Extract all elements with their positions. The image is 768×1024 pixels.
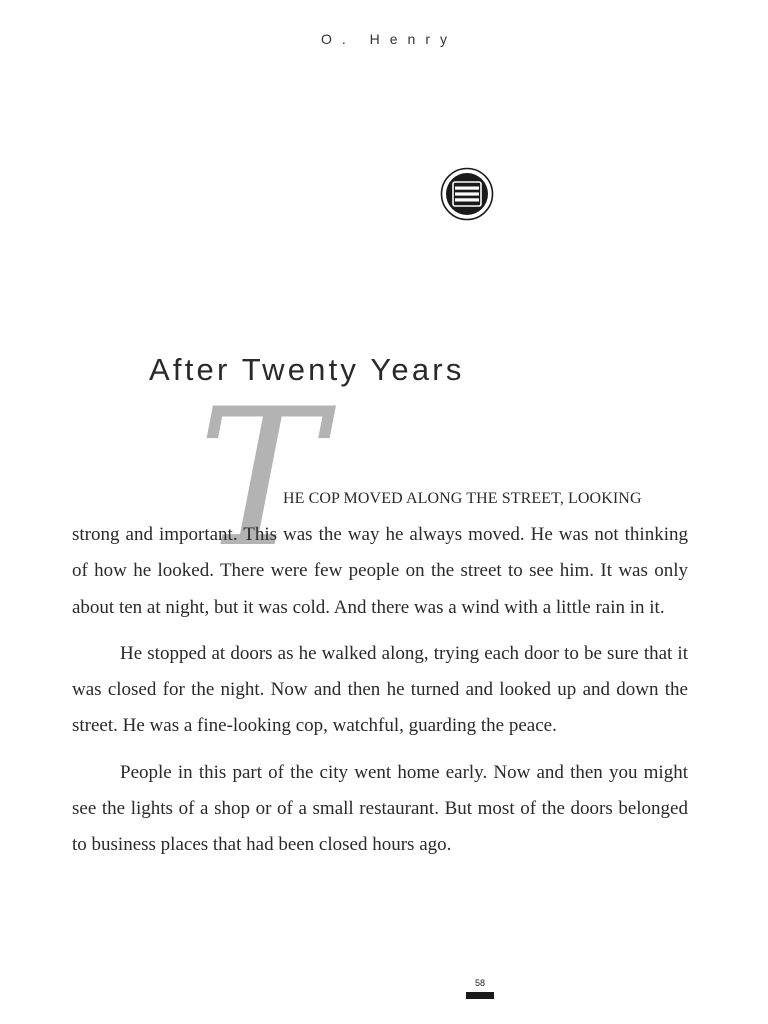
opening-small-caps-line: HE COP MOVED ALONG THE STREET, LOOKING — [283, 490, 642, 507]
paragraph-3: People in this part of the city went home early. Now and then you might see the lights of a shop or of a small restaurant. But most of the doors belonged to business places that had been closed hours ago. — [72, 761, 688, 856]
story-body — [72, 517, 688, 874]
page-number: 58 — [474, 978, 485, 988]
page-number-bar — [466, 992, 494, 999]
running-head: O. Henry — [320, 31, 457, 47]
chapter-title: After Twenty Years — [149, 352, 465, 387]
paragraph-1: strong and important. This was the way he always moved. He was not thinking of how he looked. There were few people on the street to see him. It was only about ten at night, but it was cold. And there was a wind with a little rain in it. — [72, 524, 688, 618]
paragraph-2: He stopped at doors as he walked along, trying each door to be sure that it was closed for the night. Now and then he turned and looked up and down the street. He was a fine-looking cop, watchful, guarding the peace. — [72, 642, 688, 737]
dropcap-glyph: T — [197, 394, 325, 564]
book-emblem-icon — [440, 167, 494, 221]
